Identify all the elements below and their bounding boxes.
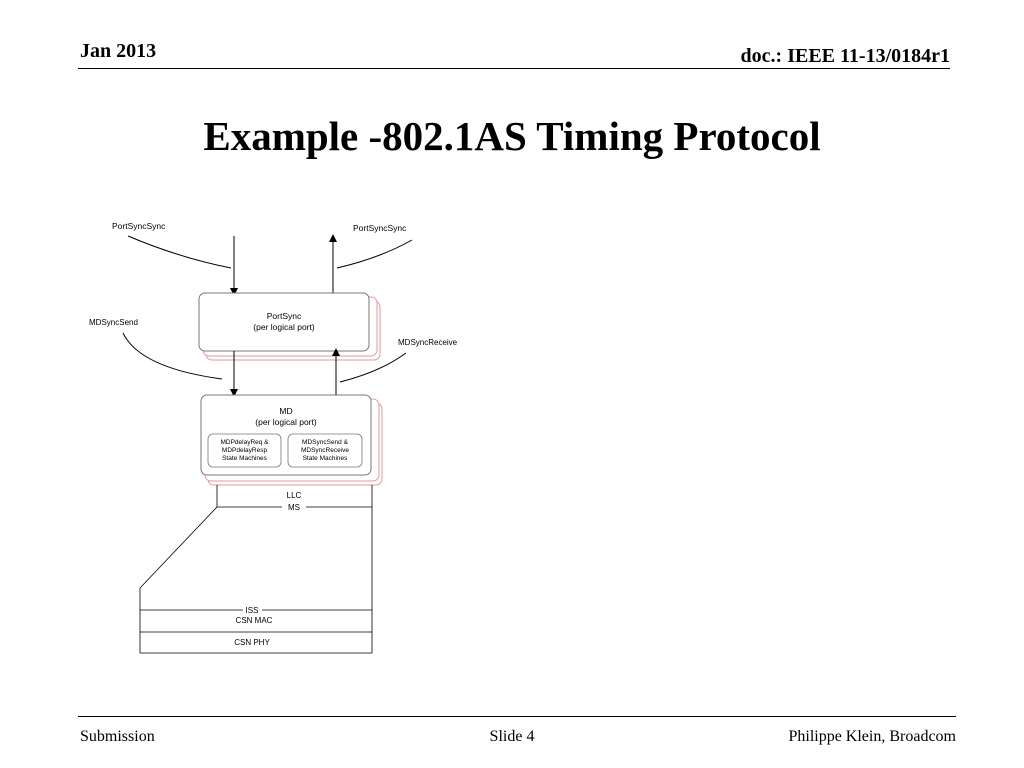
portsyncsync-out-callout	[337, 240, 412, 268]
portsyncsync-in-label: PortSyncSync	[112, 221, 166, 231]
md-subtitle: (per logical port)	[255, 417, 317, 427]
mdsync-sm-line1: MDSyncSend &	[302, 439, 348, 446]
footer-slide-number: Slide 4	[489, 728, 535, 745]
footer-rule	[78, 716, 956, 717]
footer-submission: Submission	[80, 728, 155, 745]
stack-slant	[140, 507, 217, 588]
mdsyncsend-label: MDSyncSend	[89, 318, 138, 327]
pdelay-sm-line2: MDPdelayResp	[221, 447, 268, 454]
pdelay-sm-line1: MDPdelayReq &	[220, 439, 269, 446]
csn-mac-label: CSN MAC	[235, 616, 273, 625]
mdsyncreceive-label: MDSyncReceive	[398, 338, 458, 347]
portsync-title: PortSync	[266, 311, 302, 321]
header-date: Jan 2013	[80, 40, 157, 62]
portsyncsync-out-label: PortSyncSync	[353, 223, 407, 233]
footer-author: Philippe Klein, Broadcom	[788, 728, 956, 745]
mdsync-sm-line2: MDSyncReceive	[300, 447, 350, 454]
iss-label: ISS	[245, 606, 259, 615]
ms-label: MS	[288, 503, 300, 512]
md-title: MD	[279, 406, 293, 416]
mdsync-sm-line3: State Machines	[302, 455, 348, 462]
llc-label: LLC	[286, 491, 302, 500]
portsync-subtitle: (per logical port)	[253, 322, 315, 332]
portsyncsync-in-callout	[128, 236, 231, 268]
csn-phy-label: CSN PHY	[234, 638, 270, 647]
slide-title: Example -802.1AS Timing Protocol	[203, 113, 821, 159]
header-doc-id: doc.: IEEE 11-13/0184r1	[740, 45, 950, 67]
pdelay-sm-line3: State Machines	[222, 455, 267, 462]
